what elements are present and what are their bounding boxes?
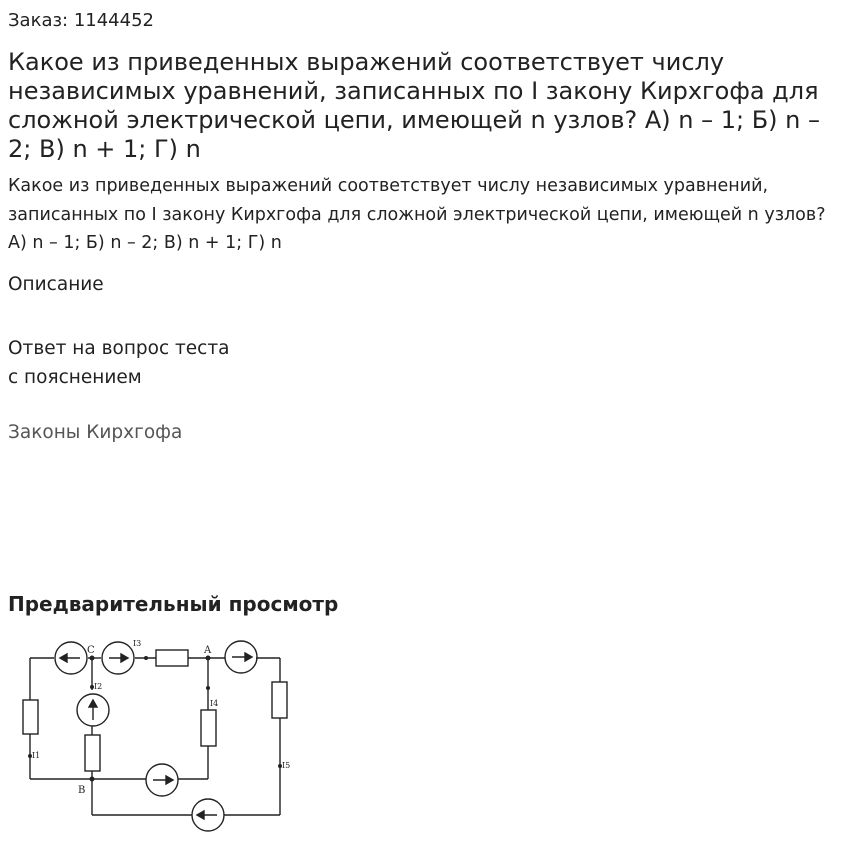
answer-line-1: Ответ на вопрос теста <box>8 338 230 359</box>
node-c <box>90 656 95 661</box>
description-heading: Описание <box>8 274 104 295</box>
label-i2: I2 <box>94 682 103 691</box>
label-node-b: B <box>78 785 86 796</box>
node-a <box>206 656 211 661</box>
label-node-a: A <box>204 645 212 656</box>
circuit-diagram <box>18 630 298 840</box>
resistor-r4 <box>201 710 216 746</box>
topic-link[interactable]: Законы Кирхгофа <box>8 422 183 443</box>
preview-heading: Предварительный просмотр <box>8 592 339 616</box>
resistor-r5 <box>272 682 287 718</box>
resistor-r3 <box>156 650 188 666</box>
resistor-r2 <box>85 735 100 771</box>
question-text: Какое из приведенных выражений соответствует числу независимых уравнений, записанных по I закону Кирхгофа для сложной электрической цепи, имеющей n узлов? А) n – 1; Б) n – 2; В) n + 1; Г) n <box>8 176 826 253</box>
answer-line-2: с пояснением <box>8 367 142 388</box>
description-body <box>8 334 229 392</box>
label-i3: I3 <box>133 639 142 648</box>
circuit-svg <box>18 630 298 840</box>
order-number: Заказ: 1144452 <box>8 10 154 31</box>
label-i5: I5 <box>282 761 291 770</box>
label-i4: I4 <box>210 699 219 708</box>
node-b <box>90 777 95 782</box>
label-node-c: C <box>87 645 95 656</box>
label-i1: I1 <box>32 751 41 760</box>
page-title: Какое из приведенных выражений соответствует числу независимых уравнений, записанных по I закону Кирхгофа для сложной электрической цепи, имеющей n узлов? А) n – 1; Б) n – 2; В) n + 1; Г) n <box>8 48 820 163</box>
resistor-r1 <box>23 700 38 734</box>
